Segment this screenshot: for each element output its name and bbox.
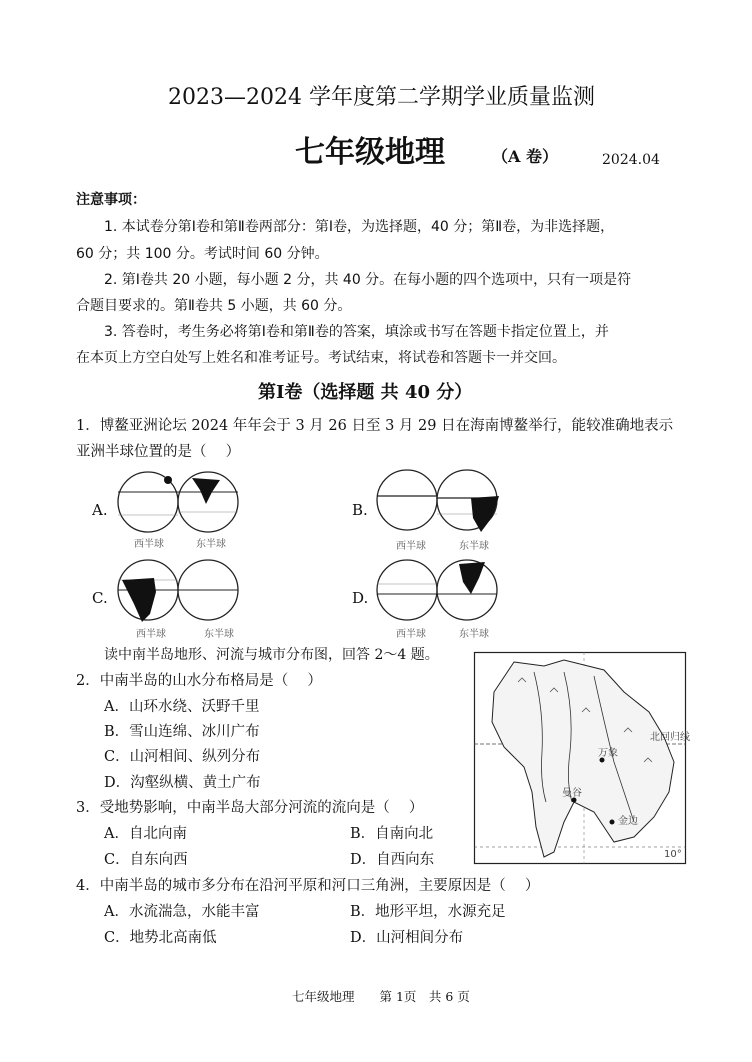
- q1-option-c-label[interactable]: C.: [92, 589, 108, 607]
- q4-option-d[interactable]: D．山河相间分布: [350, 930, 464, 946]
- q1-c-west-label: 西半球: [136, 629, 166, 640]
- q3-option-c[interactable]: C．自东向西: [104, 852, 188, 868]
- exam-date: 2024.04: [602, 152, 660, 168]
- q4-option-c[interactable]: C．地势北高南低: [104, 930, 217, 946]
- q1-d-east-label: 东半球: [459, 629, 489, 640]
- asia-shape: [192, 478, 220, 504]
- q3-option-a[interactable]: A．自北向南: [104, 826, 187, 842]
- page-footer: 七年级地理 第 1页 共 6 页: [292, 989, 470, 1004]
- q1-option-c-figure[interactable]: [116, 556, 246, 636]
- q3-option-d[interactable]: D．自西向东: [350, 852, 435, 868]
- map-label-city-1: 万象: [598, 748, 618, 759]
- notice-heading: 注意事项：: [76, 192, 146, 208]
- q2-option-a[interactable]: A．山环水绕、沃野千里: [104, 699, 260, 715]
- q1-stem-line-2: 亚洲半球位置的是（ ）: [76, 444, 241, 460]
- q1-c-east-label: 东半球: [204, 629, 234, 640]
- q4-stem: 4．中南半岛的城市多分布在沿河平原和河口三角洲，主要原因是（ ）: [76, 878, 540, 894]
- asia-shape: [459, 562, 485, 594]
- notice-item-1-line-2: 60 分；共 100 分。考试时间 60 分钟。: [76, 246, 329, 262]
- q1-option-d-figure[interactable]: [375, 556, 505, 636]
- q1-b-west-label: 西半球: [396, 541, 426, 552]
- exam-title: 2023—2024 学年度第二学期学业质量监测: [168, 85, 595, 110]
- notice-item-3-line-1: 3. 答卷时，考生务必将第Ⅰ卷和第Ⅱ卷的答案，填涂或书写在答题卡指定位置上，并: [104, 324, 609, 340]
- section-title: 第Ⅰ卷（选择题 共 40 分）: [258, 382, 473, 403]
- indochina-map: [474, 652, 690, 864]
- notice-item-2-line-1: 2. 第Ⅰ卷共 20 小题，每小题 2 分，共 40 分。在每小题的四个选项中，只有一项是符: [104, 272, 632, 288]
- notice-item-3-line-2: 在本页上方空白处写上姓名和准考证号。考试结束，将试卷和答题卡一并交回。: [76, 350, 566, 366]
- q1-a-west-label: 西半球: [134, 539, 164, 550]
- q1-stem-line-1: 1．博鳌亚洲论坛 2024 年年会于 3 月 26 日至 3 月 29 日在海南博鳌举行，能较准确地表示: [76, 418, 674, 434]
- map-label-city-3: 金边: [618, 816, 638, 827]
- notice-item-2-line-2: 合题目要求的。第Ⅱ卷共 5 小题，共 60 分。: [76, 298, 352, 314]
- map-label-city-2: 曼谷: [562, 788, 582, 799]
- q1-option-b-label[interactable]: B.: [352, 501, 368, 519]
- q1-option-a-label[interactable]: A.: [92, 501, 108, 519]
- q1-a-east-label: 东半球: [196, 539, 226, 550]
- asia-shape: [122, 578, 156, 622]
- q2-option-c[interactable]: C．山河相间、纵列分布: [104, 749, 261, 765]
- q1-option-d-label[interactable]: D.: [352, 589, 369, 607]
- q1-d-west-label: 西半球: [396, 629, 426, 640]
- q4-option-a[interactable]: A．水流湍急，水能丰富: [104, 904, 260, 920]
- q2-stem: 2．中南半岛的山水分布格局是（ ）: [76, 673, 322, 689]
- q2-option-d[interactable]: D．沟壑纵横、黄土广布: [104, 775, 261, 791]
- subject-title: 七年级地理: [295, 135, 445, 170]
- q3-option-b[interactable]: B．自南向北: [350, 826, 434, 842]
- q2-option-b[interactable]: B．雪山连绵、冰川广布: [104, 724, 260, 740]
- notice-item-1-line-1: 1. 本试卷分第Ⅰ卷和第Ⅱ卷两部分：第Ⅰ卷，为选择题，40 分；第Ⅱ卷，为非选择题，: [104, 219, 615, 235]
- map-label-lat-bottom: 10°: [664, 849, 682, 860]
- q4-option-b[interactable]: B．地形平坦，水源充足: [350, 904, 506, 920]
- paper-type: （A 卷）: [492, 147, 558, 166]
- q1-option-b-figure[interactable]: [375, 466, 505, 546]
- map-label-tropic: 北回归线: [650, 732, 690, 743]
- q1-b-east-label: 东半球: [459, 541, 489, 552]
- map-intro: 读中南半岛地形、河流与城市分布图，回答 2～4 题。: [104, 647, 439, 663]
- q3-stem: 3．受地势影响，中南半岛大部分河流的流向是（ ）: [76, 800, 424, 816]
